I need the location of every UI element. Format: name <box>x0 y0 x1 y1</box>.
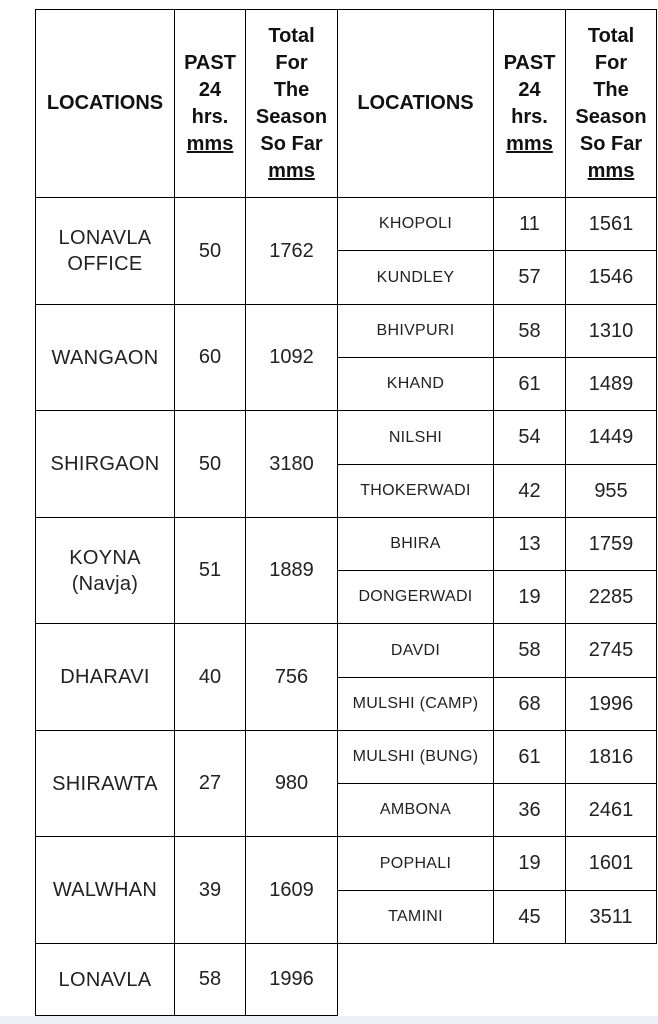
right-past24-cell: 61 <box>493 357 566 411</box>
page-bottom-strip <box>0 1016 658 1024</box>
left-past24-cell: 51 <box>174 517 246 624</box>
right-total-cell: 1310 <box>565 304 657 358</box>
header-text-line: For <box>275 51 308 74</box>
right-total-cell: 1601 <box>565 836 657 891</box>
right-past24-cell: 57 <box>493 250 566 305</box>
right-total-cell: 2745 <box>565 623 657 678</box>
right-total-cell: 955 <box>565 464 657 518</box>
left-location-line: LONAVLA <box>58 968 152 991</box>
left-past24-cell: 60 <box>174 304 246 411</box>
left-past24-cell: 39 <box>174 836 246 944</box>
left-location-line: (Navja) <box>71 572 139 595</box>
left-header-past24 <box>174 9 246 198</box>
header-unit: mms <box>186 132 234 155</box>
header-text-line: 24 <box>518 78 541 101</box>
header-unit: mms <box>587 159 635 182</box>
left-location-line: WALWHAN <box>52 879 158 901</box>
left-header-locations <box>35 9 175 198</box>
header-text-line: The <box>593 78 629 101</box>
right-location-cell: KUNDLEY <box>337 250 494 305</box>
left-total-cell: 3180 <box>245 410 338 518</box>
left-location-cell <box>35 517 175 624</box>
left-location-cell <box>35 304 175 411</box>
left-header-locations-label: LOCATIONS <box>46 92 164 114</box>
right-location-cell: THOKERWADI <box>337 464 494 518</box>
right-location-cell: MULSHI (BUNG) <box>337 730 494 784</box>
left-location-cell <box>35 836 175 944</box>
right-location-cell: KHAND <box>337 357 494 411</box>
header-text-line: Season <box>575 105 647 128</box>
right-total-cell: 1816 <box>565 730 657 784</box>
right-total-cell: 1489 <box>565 357 657 411</box>
right-location-cell: NILSHI <box>337 410 494 465</box>
right-total-cell: 2461 <box>565 783 657 837</box>
left-location-cell <box>35 730 175 837</box>
header-text-line: For <box>594 51 628 74</box>
left-location-line: WANGAON <box>51 346 159 369</box>
right-past24-cell: 42 <box>493 464 566 518</box>
header-text-line: Season <box>255 105 328 128</box>
right-past24-cell: 58 <box>493 304 566 358</box>
header-text-line: hrs. <box>191 105 229 128</box>
right-total-cell: 1449 <box>565 410 657 465</box>
header-unit: mms <box>506 132 553 155</box>
right-total-cell: 1546 <box>565 250 657 305</box>
left-total-cell: 756 <box>245 623 338 731</box>
header-text-line: Total <box>268 24 315 47</box>
left-total-cell: 1762 <box>245 197 338 305</box>
right-total-cell: 1996 <box>565 677 657 731</box>
left-location-cell <box>35 943 175 1016</box>
right-header-past24 <box>493 9 566 198</box>
header-text-line: 24 <box>198 78 222 101</box>
left-past24-cell: 58 <box>174 943 246 1016</box>
right-location-cell: POPHALI <box>337 836 494 891</box>
left-past24-cell: 50 <box>174 410 246 518</box>
header-text-line: Total <box>587 24 635 47</box>
right-past24-cell: 61 <box>493 730 566 784</box>
right-location-cell: DAVDI <box>337 623 494 678</box>
right-total-cell: 1759 <box>565 517 657 571</box>
left-total-cell: 980 <box>245 730 338 837</box>
left-total-cell: 1889 <box>245 517 338 624</box>
left-location-line: DHARAVI <box>60 666 150 688</box>
right-past24-cell: 68 <box>493 677 566 731</box>
header-text-line: PAST <box>184 51 236 74</box>
left-total-cell: 1996 <box>245 943 338 1016</box>
right-location-cell: MULSHI (CAMP) <box>337 677 494 731</box>
right-past24-cell: 58 <box>493 623 566 678</box>
right-header-locations <box>337 9 494 198</box>
header-text-line: The <box>273 78 310 101</box>
left-location-cell <box>35 623 175 731</box>
left-total-cell: 1092 <box>245 304 338 411</box>
right-past24-cell: 19 <box>493 570 566 624</box>
right-header-locations-label: LOCATIONS <box>357 92 474 114</box>
header-unit: mms <box>268 159 315 182</box>
right-location-cell: BHIRA <box>337 517 494 571</box>
right-past24-cell: 36 <box>493 783 566 837</box>
right-location-cell: BHIVPURI <box>337 304 494 358</box>
left-total-cell: 1609 <box>245 836 338 944</box>
left-past24-cell: 50 <box>174 197 246 305</box>
header-text-line: PAST <box>503 51 556 74</box>
left-past24-cell: 27 <box>174 730 246 837</box>
right-header-total <box>565 9 657 198</box>
right-past24-cell: 19 <box>493 836 566 891</box>
header-text-line: So Far <box>579 132 643 155</box>
left-location-line: OFFICE <box>67 253 143 275</box>
header-text-line: So Far <box>260 132 323 155</box>
right-past24-cell: 11 <box>493 197 566 251</box>
left-past24-cell: 40 <box>174 623 246 731</box>
right-total-cell: 2285 <box>565 570 657 624</box>
right-total-cell: 1561 <box>565 197 657 251</box>
right-location-cell: DONGERWADI <box>337 570 494 624</box>
left-location-cell <box>35 410 175 518</box>
right-total-cell: 3511 <box>565 890 657 944</box>
right-location-cell: TAMINI <box>337 890 494 944</box>
left-location-line: SHIRGAON <box>50 453 160 475</box>
right-past24-cell: 13 <box>493 517 566 571</box>
right-location-cell: AMBONA <box>337 783 494 837</box>
right-past24-cell: 54 <box>493 410 566 465</box>
left-header-total <box>245 9 338 198</box>
left-location-cell <box>35 197 175 305</box>
left-location-line: KOYNA <box>69 546 141 569</box>
right-location-cell: KHOPOLI <box>337 197 494 251</box>
right-past24-cell: 45 <box>493 890 566 944</box>
header-text-line: hrs. <box>511 105 548 128</box>
left-location-line: SHIRAWTA <box>52 772 158 795</box>
left-location-line: LONAVLA <box>58 227 152 249</box>
